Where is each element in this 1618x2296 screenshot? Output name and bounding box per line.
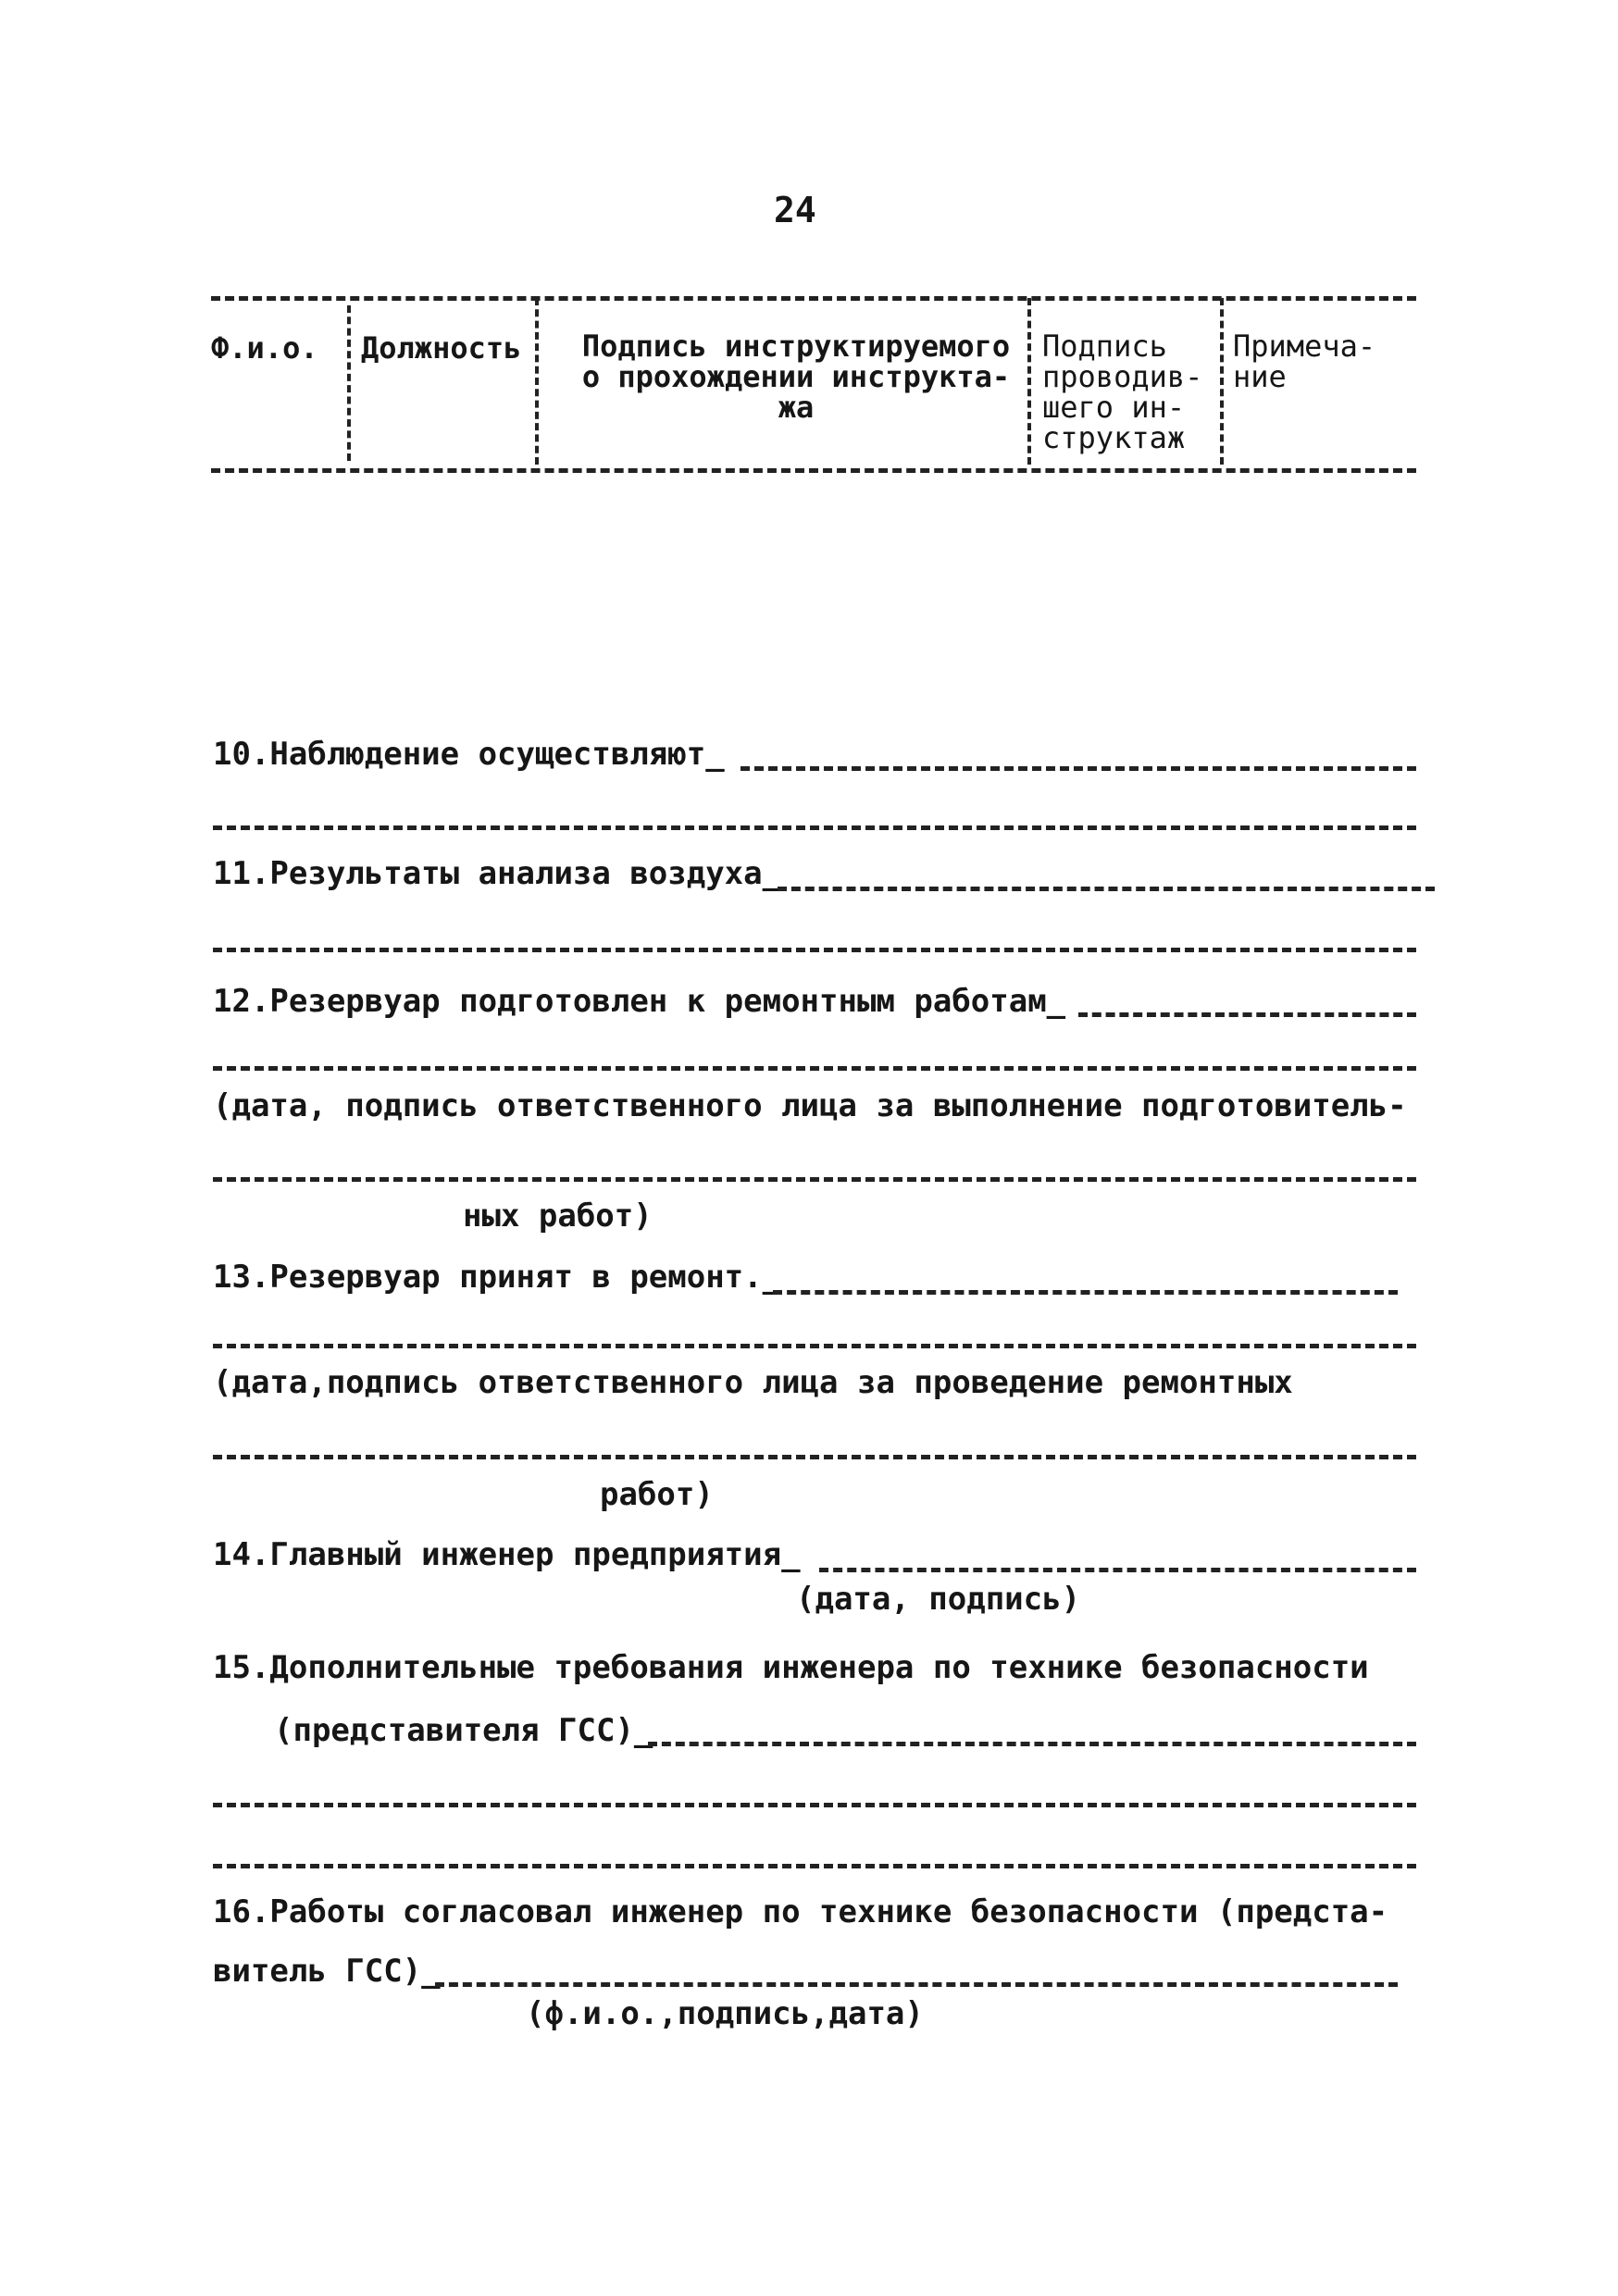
fill-line bbox=[648, 1742, 1416, 1746]
column-divider bbox=[535, 298, 539, 465]
item-13-note: (дата,подпись ответственного лица за проведение ремонтных bbox=[213, 1364, 1293, 1401]
item-13-note-cont: работ) bbox=[600, 1476, 714, 1513]
fill-line bbox=[741, 766, 1416, 771]
item-16-label: 16.Работы согласовал инженер по технике безопасности (предста- bbox=[213, 1893, 1388, 1930]
fill-line bbox=[213, 1344, 1416, 1348]
fill-line bbox=[1078, 1012, 1416, 1017]
page-number: 24 bbox=[774, 190, 816, 230]
item-14-note: (дата, подпись) bbox=[796, 1581, 1081, 1618]
item-12-note-cont: ных работ) bbox=[463, 1198, 653, 1235]
item-12-note: (дата, подпись ответственного лица за выполнение подготовитель- bbox=[213, 1087, 1407, 1124]
fill-line bbox=[213, 1864, 1416, 1868]
column-divider bbox=[347, 305, 351, 461]
fill-line bbox=[213, 825, 1416, 830]
fill-line bbox=[778, 887, 1435, 891]
item-12-label: 12.Резервуар подготовлен к ремонтным работам_ bbox=[213, 983, 1066, 1020]
fill-line bbox=[213, 948, 1416, 952]
fill-line bbox=[213, 1455, 1416, 1459]
header-position: Должность bbox=[361, 330, 522, 366]
column-divider bbox=[1027, 298, 1031, 465]
item-15-label-cont: (представителя ГСС)_ bbox=[274, 1712, 653, 1749]
fill-line bbox=[213, 1177, 1416, 1182]
fill-line bbox=[213, 1803, 1416, 1807]
header-trainee-signature: Подпись инструктируемого о прохождении инструкта- жа bbox=[581, 329, 1011, 425]
column-divider bbox=[1220, 298, 1224, 465]
fill-line bbox=[213, 1066, 1416, 1071]
item-13-label: 13.Резервуар принят в ремонт._ bbox=[213, 1259, 782, 1296]
fill-line bbox=[819, 1568, 1416, 1572]
table-top-rule bbox=[211, 296, 1416, 301]
header-instructor-signature: Подпись проводив- шего ин- структаж bbox=[1042, 329, 1203, 455]
item-14-label: 14.Главный инженер предприятия_ bbox=[213, 1536, 801, 1573]
header-fio: Ф.и.о. bbox=[211, 330, 318, 366]
fill-line bbox=[773, 1290, 1398, 1295]
item-10-label: 10.Наблюдение осуществляют_ bbox=[213, 736, 725, 773]
item-16-note: (ф.и.о.,подпись,дата) bbox=[526, 1995, 924, 2032]
fill-line bbox=[435, 1982, 1398, 1987]
item-15-label: 15.Дополнительные требования инженера по технике безопасности bbox=[213, 1649, 1369, 1686]
item-16-label-cont: витель ГСС)_ bbox=[213, 1953, 441, 1990]
header-notes: Примеча- ние bbox=[1233, 329, 1376, 394]
table-bottom-rule bbox=[211, 468, 1416, 473]
item-11-label: 11.Результаты анализа воздуха_ bbox=[213, 855, 782, 892]
